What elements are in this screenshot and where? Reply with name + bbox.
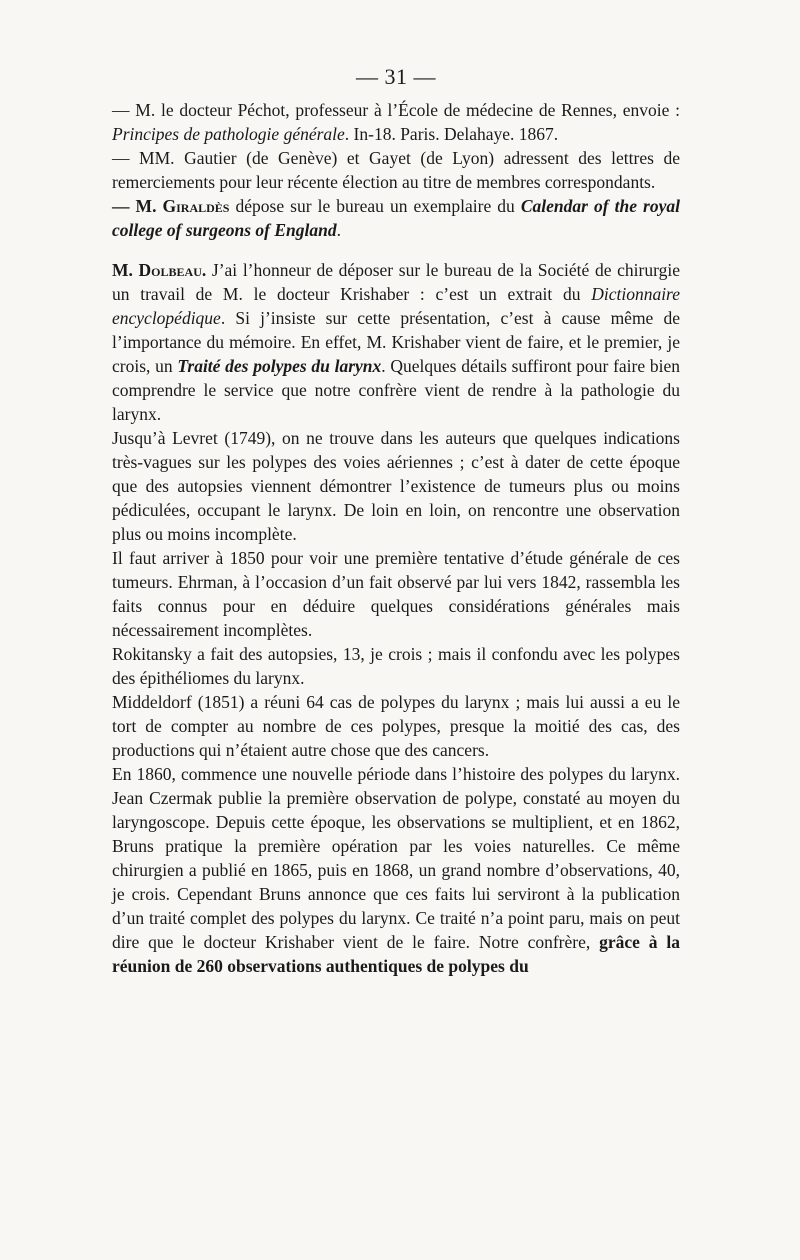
page-number: — 31 — — [356, 64, 436, 89]
speaker-lead: — M. — [112, 100, 156, 120]
paragraph-text: Gautier (de Genève) et Gayet (de Lyon) adressent des lettres de remerciements pour leur récente élection au titre de membres correspondants. — [112, 148, 680, 192]
paragraph-gautier — [112, 146, 680, 194]
book-title: Dictionnaire encyclopédique — [112, 284, 680, 328]
paragraph-text: . Quelques détails suffiront pour faire bien comprendre le service que notre confrère vient de rendre à la pathologie du larynx. — [112, 356, 680, 424]
paragraph-text: . — [336, 220, 341, 240]
paragraph-ehrman: Il faut arriver à 1850 pour voir une première tentative d’étude générale de ces tumeurs. Ehrman, à l’occasion d’un fait observé par lui vers 1842, rassembla les faits connus pour en déduire quelques considérations générales mais nécessairement incomplètes. — [112, 548, 680, 640]
book-title: Traité des polypes du larynx — [177, 356, 382, 376]
speaker-lead: M. Dolbeau. — [112, 260, 207, 280]
speaker-lead: — MM. — [112, 148, 175, 168]
paragraph-middeldorf: Middeldorf (1851) a réuni 64 cas de polypes du larynx ; mais lui aussi a eu le tort de compter au nombre de ces polypes, presque la moitié des cas, des productions qui n’étaient autre chose que des cancers. — [112, 692, 680, 760]
book-title: Calendar of the royal college of surgeons of England — [112, 196, 680, 240]
paragraph-giraldes — [112, 194, 680, 242]
paragraph-text-bold: grâce à la réunion de 260 observations authentiques de polypes du — [112, 932, 680, 976]
speaker-lead: — M. Giraldès — [112, 196, 230, 216]
paragraph-text: En 1860, commence une nouvelle période dans l’histoire des polypes du larynx. Jean Czermak publie la première observation de polype, constaté au moyen du laryngoscope. Depuis cette époque, les observations se multiplient, et en 1862, Bruns pratique la première opération par les voies naturelles. Ce même chirurgien a publié en 1865, puis en 1868, un grand nombre d’observations, 40, je crois. Cependant Bruns annonce que ces faits lui serviront à la publication d’un traité complet des polypes du larynx. Ce traité n’a point paru, mais on peut dire que le docteur Krishaber vient de le faire. Notre confrère, — [112, 764, 680, 952]
paragraph-levret: Jusqu’à Levret (1749), on ne trouve dans les auteurs que quelques indications très-vagues sur les polypes des voies aériennes ; c’est à dater de cette époque que des autopsies viennent démontrer l’existence de tumeurs plus ou moins pédiculées, occupant le larynx. De loin en loin, on rencontre une observation plus ou moins incomplète. — [112, 428, 680, 544]
book-title: Principes de pathologie générale — [112, 124, 345, 144]
paragraph-pechot — [112, 98, 680, 146]
paragraph-text: J’ai l’honneur de déposer sur le bureau de la Société de chirurgie un travail de M. le docteur Krishaber : c’est un extrait du — [112, 260, 680, 304]
paragraph-text: . In-18. Paris. Delahaye. 1867. — [344, 124, 559, 144]
paragraph-text: . Si j’insiste sur cette présentation, c’est à cause même de l’importance du mémoire. En effet, M. Krishaber vient de faire, et le premier, je crois, un — [112, 308, 680, 376]
paragraph-czermak — [112, 762, 680, 978]
paragraph-text: le docteur Péchot, professeur à l’École de médecine de Rennes, envoie : — [155, 100, 681, 120]
paragraph-dolbeau — [112, 258, 680, 426]
paragraph-rokitansky: Rokitansky a fait des autopsies, 13, je crois ; mais il confondu avec les polypes des épithéliomes du larynx. — [112, 644, 680, 688]
section-gap — [112, 242, 680, 258]
document-page — [112, 64, 680, 978]
paragraph-text: dépose sur le bureau un exemplaire du — [229, 196, 521, 216]
